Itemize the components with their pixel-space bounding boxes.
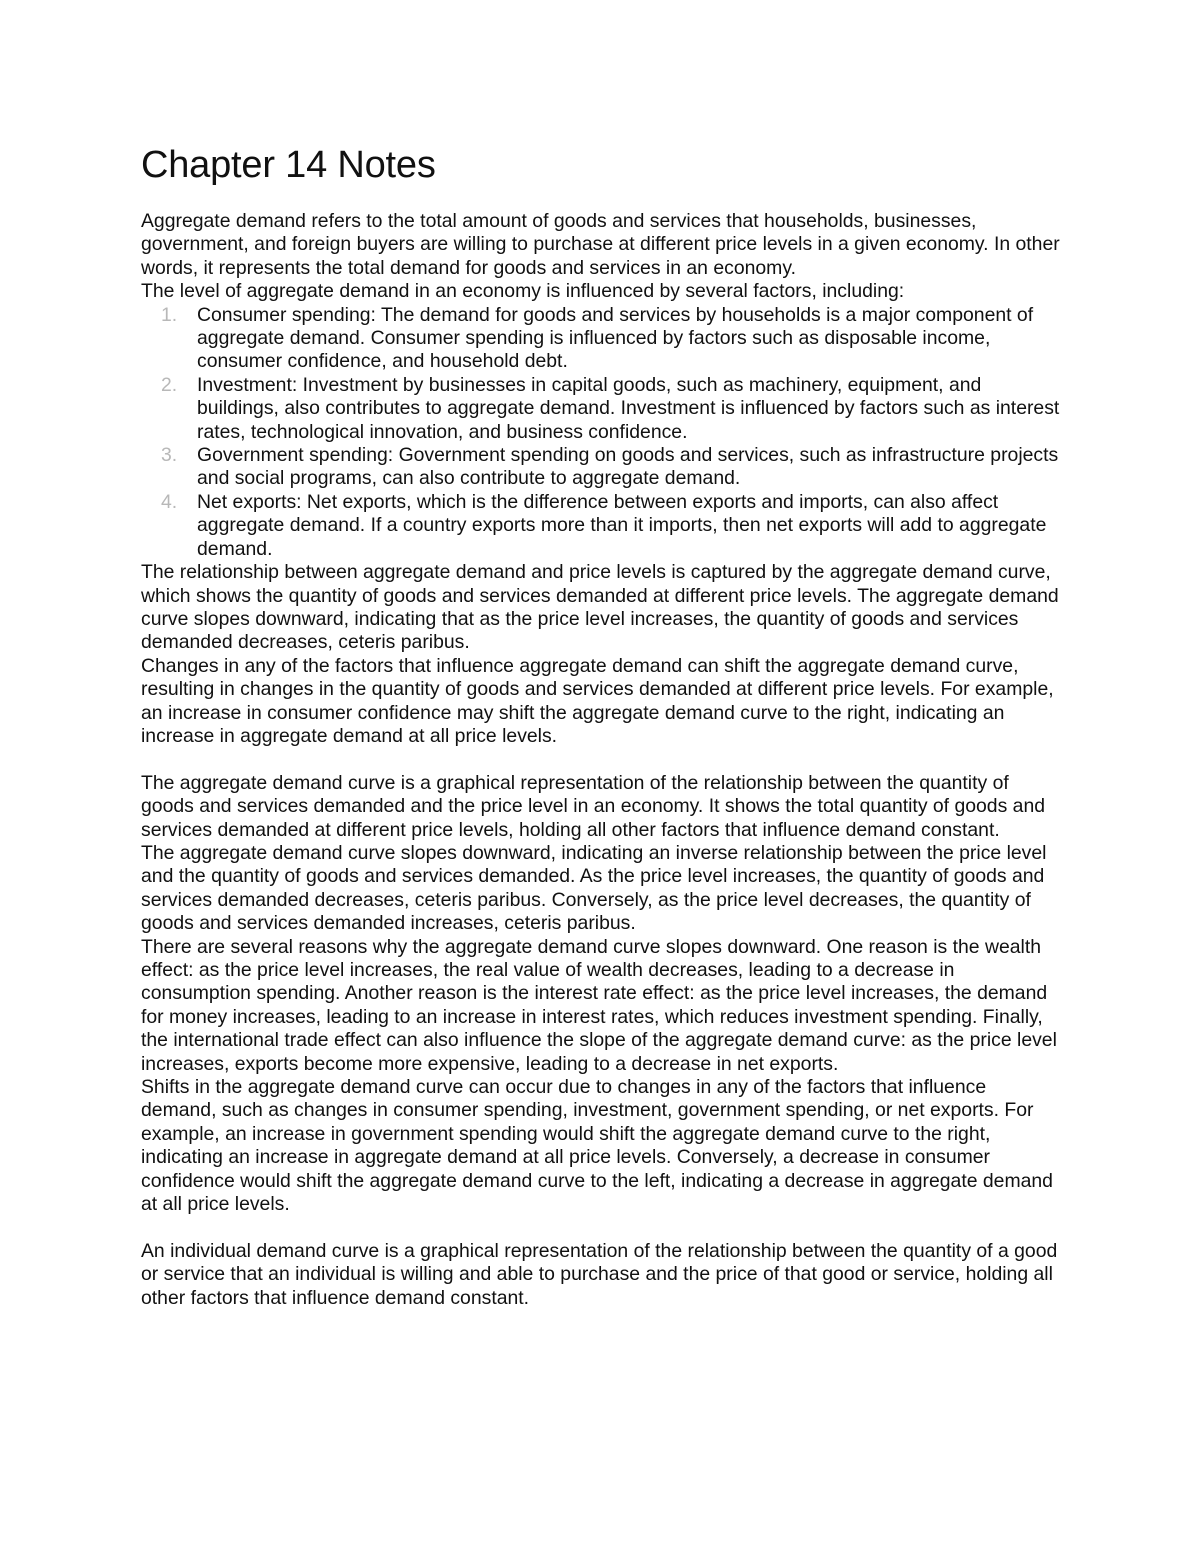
list-item-text: Consumer spending: The demand for goods and services by households is a major component of aggregate demand. Consumer spending is influenced by factors such as disposable income, consumer confidence, and household debt. <box>197 303 1034 373</box>
page-title: Chapter 14 Notes <box>141 144 436 186</box>
paragraph-curve-definition: The aggregate demand curve is a graphical representation of the relationship between the quantity of goods and services demanded and the price level in an economy. It shows the total quantity of goods and services demanded at different price levels, holding all other factors that influence demand constant. <box>141 771 1046 841</box>
paragraph-intro: Aggregate demand refers to the total amount of goods and services that households, businesses, government, and foreign buyers are willing to purchase at different price levels in a given economy. In other words, it represents the total demand for goods and services in an economy. <box>141 210 1060 279</box>
document-content <box>141 142 1063 1310</box>
list-item <box>141 304 1063 374</box>
paragraph-individual-demand: An individual demand curve is a graphical representation of the relationship between the quantity of a good or service that an individual is willing and able to purchase and the price of that good or service, holding all other factors that influence demand constant. <box>141 1239 1058 1309</box>
list-number: 4. <box>161 490 178 513</box>
list-item-text: Investment: Investment by businesses in capital goods, such as machinery, equipment, and buildings, also contributes to aggregate demand. Investment is influenced by factors such as interest rates, technological innovation, and business confidence. <box>197 373 1060 443</box>
paragraph-factors-intro: The level of aggregate demand in an economy is influenced by several factors, including: <box>141 280 905 303</box>
list-item <box>141 374 1063 444</box>
paragraph-slopes: The aggregate demand curve slopes downward, indicating an inverse relationship between the price level and the quantity of goods and services demanded. As the price level increases, the quantity of goods and services demanded decreases, ceteris paribus. Conversely, as the price level decreases, the quantity of goods and services demanded increases, ceteris paribus. <box>141 841 1047 935</box>
paragraph-reasons: There are several reasons why the aggregate demand curve slopes downward. One reason is the wealth effect: as the price level increases, the real value of wealth decreases, leading to a decrease in consumption spending. Another reason is the interest rate effect: as the price level increases, the demand for money increases, leading to an increase in interest rates, which reduces investment spending. Finally, the international trade effect can also influence the slope of the aggregate demand curve: as the price level increases, exports become more expensive, leading to a decrease in net exports. <box>141 935 1057 1075</box>
list-number: 2. <box>161 373 178 396</box>
list-number: 1. <box>161 303 178 326</box>
paragraph-spacer <box>141 748 1063 771</box>
list-item-text: Government spending: Government spending on goods and services, such as infrastructure projects and social programs, can also contribute to aggregate demand. <box>197 444 1059 490</box>
paragraph-relationship: The relationship between aggregate demand and price levels is captured by the aggregate demand curve, which shows the quantity of goods and services demanded at different price levels. The aggregate demand curve slopes downward, indicating that as the price level increases, the quantity of goods and services demanded decreases, ceteris paribus. <box>141 561 1059 654</box>
list-item-text: Net exports: Net exports, which is the difference between exports and imports, can also affect aggregate demand. If a country exports more than it imports, then net exports will add to aggregate demand. <box>197 490 1047 560</box>
document-body <box>141 210 1063 1310</box>
list-number: 3. <box>161 444 178 467</box>
paragraph-shifts: Shifts in the aggregate demand curve can occur due to changes in any of the factors that influence demand, such as changes in consumer spending, investment, government spending, or net exports. For example, an increase in government spending would shift the aggregate demand curve to the right, indicating an increase in aggregate demand at all price levels. Conversely, a decrease in consumer confidence would shift the aggregate demand curve to the left, indicating a decrease in aggregate demand at all price levels. <box>141 1076 1053 1216</box>
paragraph-changes: Changes in any of the factors that influence aggregate demand can shift the aggregate demand curve, resulting in changes in the quantity of goods and services demanded at different price levels. For example, an increase in consumer confidence may shift the aggregate demand curve to the right, indicating an increase in aggregate demand at all price levels. <box>141 654 1054 747</box>
paragraph-spacer <box>141 1216 1063 1239</box>
list-item <box>141 491 1063 561</box>
list-item <box>141 444 1063 491</box>
factors-list <box>141 304 1063 561</box>
